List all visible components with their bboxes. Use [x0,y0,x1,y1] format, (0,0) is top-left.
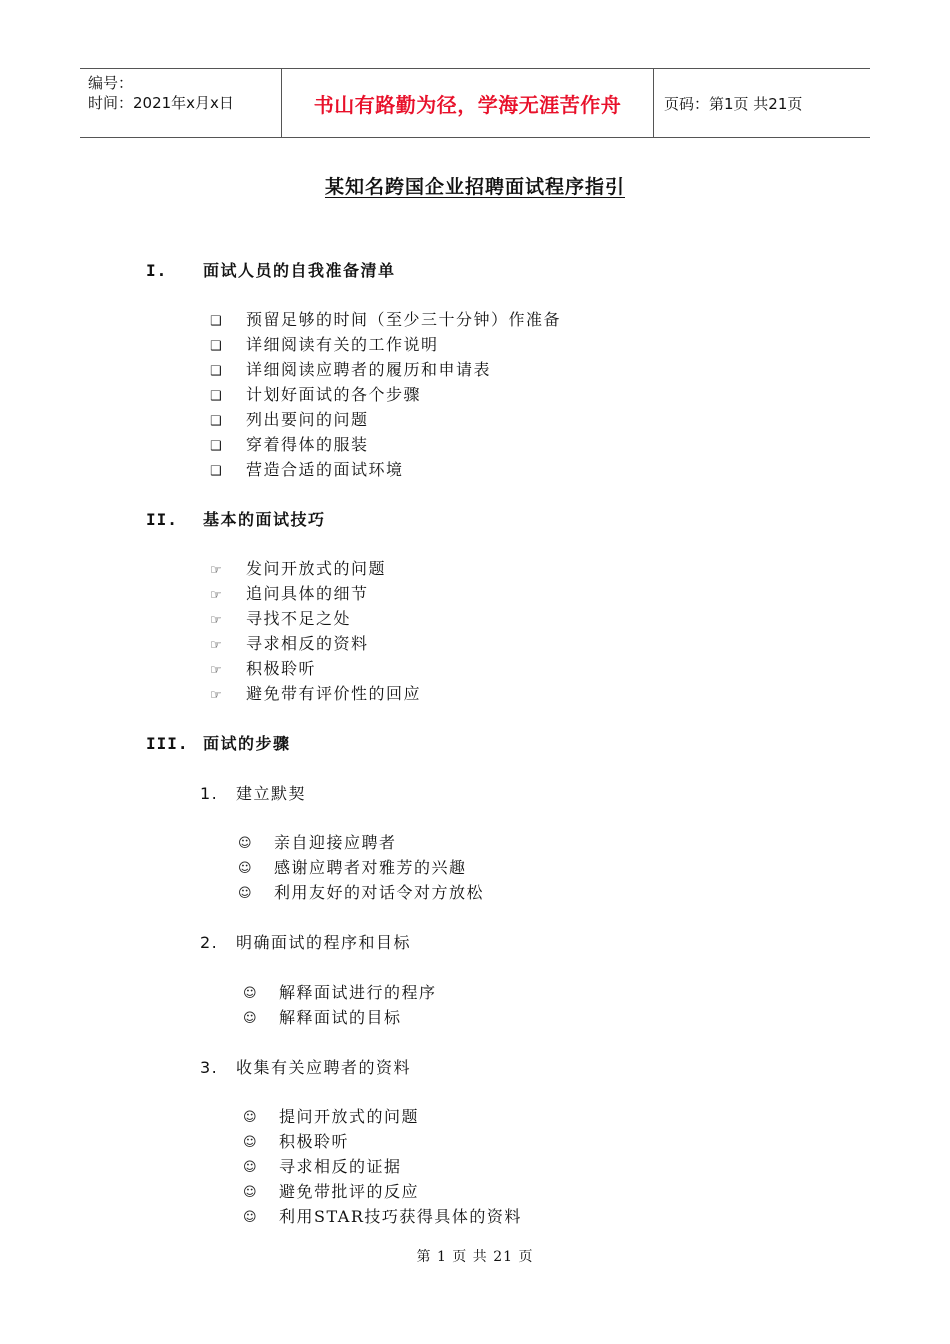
document-header [80,68,870,138]
list-item: 寻找不足之处 [246,609,352,628]
header-motto [282,69,654,137]
pointing-hand-icon: ☞ [210,663,222,678]
time-label: 时间：2021年x月x日 [88,94,234,112]
page-footer: 第 1 页 共 21 页 [416,1249,534,1265]
list-item: 穿着得体的服装 [246,435,369,454]
document-title [0,172,950,199]
list-item: 利用友好的对话令对方放松 [274,883,485,902]
checkbox-bullet-icon: ❑ [210,464,222,479]
list-item: 寻求相反的证据 [279,1157,402,1176]
step-title: 建立默契 [236,784,307,803]
pointing-hand-icon: ☞ [210,613,222,628]
pointing-hand-icon: ☞ [210,588,222,603]
list-item: 亲自迎接应聘者 [274,833,397,852]
smiley-bullet-icon: ☺ [243,1160,257,1175]
list-item: 利用STAR技巧获得具体的资料 [279,1207,522,1226]
list-item: 积极聆听 [246,659,317,678]
step-number: 1. [200,784,219,803]
list-item: 详细阅读有关的工作说明 [246,335,439,354]
list-item: 计划好面试的各个步骤 [246,385,422,404]
list-item: 提问开放式的问题 [279,1107,420,1126]
header-page [654,69,870,137]
step-title: 收集有关应聘者的资料 [236,1058,412,1077]
smiley-bullet-icon: ☺ [243,1011,257,1026]
number-label: 编号： [88,74,134,92]
pointing-hand-icon: ☞ [210,563,222,578]
title-text: 某知名跨国企业招聘面试程序指引 [324,176,625,198]
checkbox-bullet-icon: ❑ [210,314,222,329]
motto-text: 书山有路勤为径，学海无涯苦作舟 [313,92,622,117]
checkbox-bullet-icon: ❑ [210,414,222,429]
list-item: 详细阅读应聘者的履历和申请表 [246,360,492,379]
list-item: 解释面试进行的程序 [279,983,437,1002]
list-item: 寻求相反的资料 [246,634,369,653]
list-item: 发问开放式的问题 [246,559,387,578]
list-item: 避免带有评价性的回应 [246,684,422,703]
section-title: 基本的面试技巧 [203,510,326,529]
section-title: 面试人员的自我准备清单 [203,261,396,280]
list-item: 积极聆听 [279,1132,350,1151]
step-title: 明确面试的程序和目标 [236,933,412,952]
smiley-bullet-icon: ☺ [243,1210,257,1225]
pointing-hand-icon: ☞ [210,688,222,703]
checkbox-bullet-icon: ❑ [210,364,222,379]
step-number: 3. [200,1058,219,1077]
section-number: II. [146,510,178,529]
smiley-bullet-icon: ☺ [238,886,252,901]
smiley-bullet-icon: ☺ [238,861,252,876]
list-item: 避免带批评的反应 [279,1182,420,1201]
checkbox-bullet-icon: ❑ [210,339,222,354]
list-item: 预留足够的时间（至少三十分钟）作准备 [246,310,562,329]
smiley-bullet-icon: ☺ [243,1185,257,1200]
checkbox-bullet-icon: ❑ [210,439,222,454]
list-item: 解释面试的目标 [279,1008,402,1027]
smiley-bullet-icon: ☺ [243,1135,257,1150]
list-item: 营造合适的面试环境 [246,460,404,479]
list-item: 追问具体的细节 [246,584,369,603]
list-item: 列出要问的问题 [246,410,369,429]
section-number: I. [146,261,168,280]
section-number: III. [146,734,189,753]
page-label: 页码：第1页 共21页 [664,94,803,113]
smiley-bullet-icon: ☺ [243,986,257,1001]
section-title: 面试的步骤 [203,734,291,753]
pointing-hand-icon: ☞ [210,638,222,653]
step-number: 2. [200,933,219,952]
smiley-bullet-icon: ☺ [238,836,252,851]
header-meta [80,69,282,137]
checkbox-bullet-icon: ❑ [210,389,222,404]
list-item: 感谢应聘者对雅芳的兴趣 [274,858,467,877]
smiley-bullet-icon: ☺ [243,1110,257,1125]
